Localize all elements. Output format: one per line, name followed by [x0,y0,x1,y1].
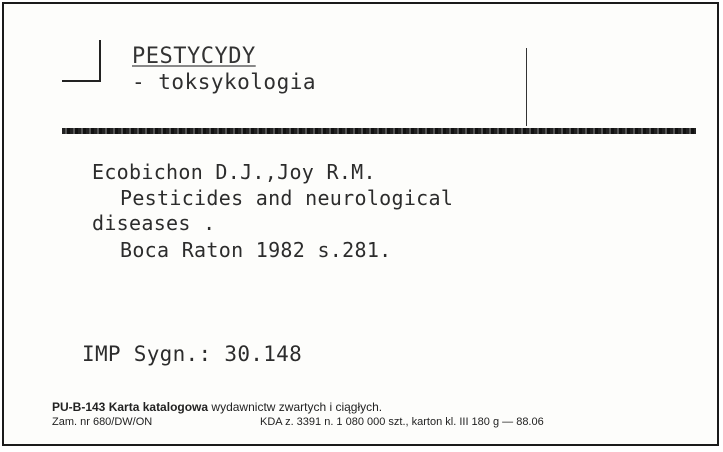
footer-order: Zam. nr 680/DW/ON [52,416,153,428]
footer-form-desc: wydawnictw zwartych i ciągłych. [211,400,383,414]
title-line-1: Pesticides and neurological [120,186,454,210]
footer-print-info: KDA z. 3391 n. 1 080 000 szt., karton kl. III 180 g — 88.06 [260,416,544,428]
corner-mark-horizontal [62,80,101,82]
subject-subheading: - toksykologia [132,70,317,94]
footer-line-1 [52,400,382,414]
subject-heading: PESTYCYDY [132,44,256,69]
catalog-card [2,2,719,446]
divider-band [62,128,696,134]
vertical-rule [526,48,527,126]
title-line-2: diseases . [92,211,216,235]
imprint-line: Boca Raton 1982 s.281. [120,238,392,262]
signature-line: IMP Sygn.: 30.148 [82,342,303,366]
footer-form-code: PU-B-143 [52,400,106,414]
author-line: Ecobichon D.J.,Joy R.M. [92,160,376,184]
corner-mark-vertical [99,40,101,82]
footer-form-title: Karta katalogowa [108,400,209,414]
